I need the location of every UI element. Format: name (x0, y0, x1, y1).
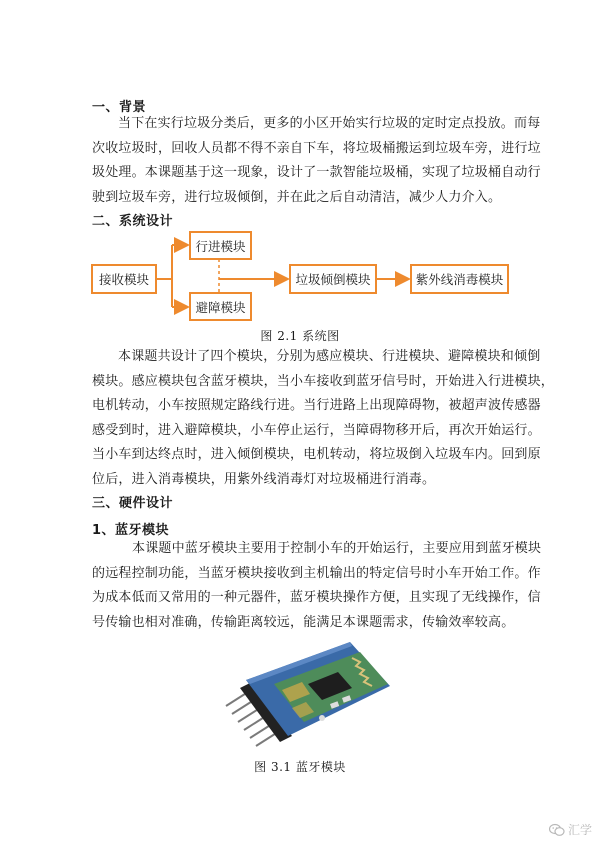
paragraph-line: 本课题中蓝牙模块主要用于控制小车的开始运行，主要应用到蓝牙模块 (132, 541, 542, 556)
paragraph-line: 为成本低而又常用的一种元器件，蓝牙模块操作方便，且实现了无线操作，信 (92, 590, 541, 605)
paragraph-line: 当小车到达终点时，进入倾倒模块，电机转动，将垃圾倒入垃圾车内。回到原 (92, 447, 541, 462)
paragraph-system-design (92, 345, 555, 492)
section-heading-background: 一、背景 (92, 100, 147, 115)
paragraph-line: 模块。感应模块包含蓝牙模块，当小车接收到蓝牙信号时，开始进入行进模块， (92, 373, 555, 389)
paragraph-line: 电机转动，小车按照规定路线行进。当行进路上出现障碍物，被超声波传感器 (92, 398, 541, 413)
uv-module-box: 紫外线消毒模块 (410, 264, 509, 294)
bluetooth-module-image (210, 632, 400, 750)
watermark-text: 汇学 (567, 823, 592, 837)
figure-caption: 图 3.1 蓝牙模块 (254, 760, 346, 774)
paragraph-line: 次收垃圾时，回收人员都不得不亲自下车，将垃圾桶搬运到垃圾车旁，进行垃 (92, 140, 541, 156)
subheading-bluetooth: 1、蓝牙模块 (92, 523, 170, 538)
paragraph-bluetooth (92, 537, 542, 635)
paragraph-line: 位后，进入消毒模块，用紫外线消毒灯对垃圾桶进行消毒。 (92, 471, 436, 487)
receive-module-box: 接收模块 (91, 264, 157, 294)
section-heading-hardware: 三、硬件设计 (92, 496, 174, 511)
paragraph-line: 号传输也相对准确，传输距离较远，能满足本课题需求，传输效率较高。 (92, 614, 515, 630)
dump-module-box: 垃圾倾倒模块 (289, 264, 377, 294)
paragraph-line: 的远程控制功能，当蓝牙模块接收到主机输出的特定信号时小车开始工作。作 (92, 565, 541, 581)
avoid-module-box: 避障模块 (189, 292, 252, 321)
forward-module-box: 行进模块 (189, 231, 252, 260)
watermark (549, 821, 592, 838)
paragraph-line: 圾处理。本课题基于这一现象，设计了一款智能垃圾桶，实现了垃圾桶自动行 (92, 165, 541, 180)
paragraph-line: 驶到垃圾车旁，进行垃圾倾倒，并在此之后自动清洁，减少人力介入。 (92, 189, 502, 205)
paragraph-line: 当下在实行垃圾分类后，更多的小区开始实行垃圾的定时定点投放。而每 (118, 116, 541, 131)
paragraph-line: 本课题共设计了四个模块，分别为感应模块、行进模块、避障模块和倾倒 (118, 349, 541, 364)
wechat-icon (549, 823, 565, 837)
paragraph-line: 感受到时，进入避障模块，小车停止运行，当障碍物移开后，再次开始运行。 (92, 422, 541, 438)
section-heading-system-design: 二、系统设计 (92, 214, 174, 229)
figure-caption: 图 2.1 系统图 (260, 329, 340, 343)
